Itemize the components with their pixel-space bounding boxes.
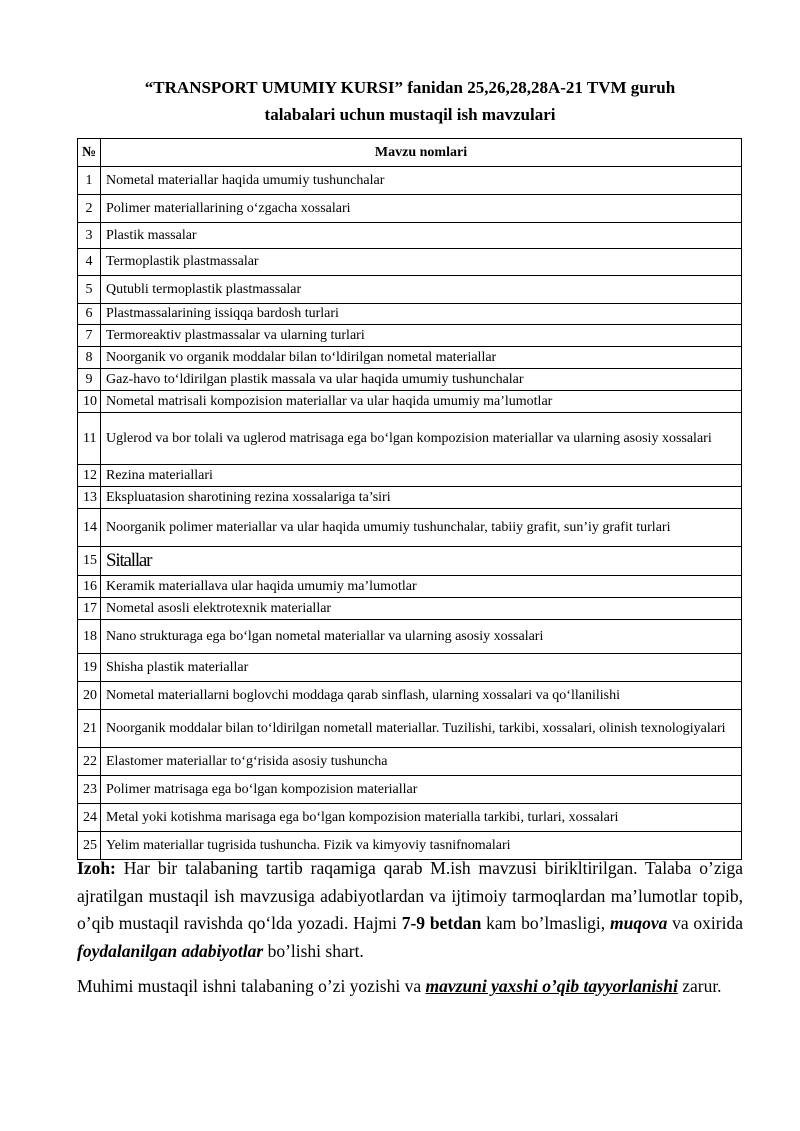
note-text-4: bo’lishi shart. <box>263 940 364 961</box>
document-title <box>60 74 760 128</box>
row-topic: Metal yoki kotishma marisaga ega bo‘lgan kompozision materialla tarkibi, turlari, xossalari <box>101 804 742 832</box>
table-row <box>78 576 742 598</box>
row-number: 13 <box>78 487 101 509</box>
row-topic: Nometal matrisali kompozision materiallar va ular haqida umumiy ma’lumotlar <box>101 391 742 413</box>
table-row <box>78 710 742 748</box>
row-number: 1 <box>78 167 101 195</box>
table-row <box>78 276 742 304</box>
row-topic: Nometal materiallarni boglovchi moddaga qarab sinflash, ularning xossalari va qo‘llanilishi <box>101 682 742 710</box>
row-topic: Rezina materiallari <box>101 465 742 487</box>
notes-section <box>77 855 743 1009</box>
important-text-2: zarur. <box>677 976 722 996</box>
row-topic: Plastik massalar <box>101 223 742 249</box>
note-pages: 7-9 betdan <box>401 913 482 933</box>
table-row <box>78 347 742 369</box>
row-number: 9 <box>78 369 101 391</box>
row-number: 11 <box>78 413 101 465</box>
note-label: Izoh: <box>77 858 116 878</box>
note-refs: foydalanilgan adabiyotlar <box>77 940 264 961</box>
table-row <box>78 465 742 487</box>
row-topic: Yelim materiallar tugrisida tushuncha. Fizik va kimyoviy tasnifnomalari <box>101 832 742 860</box>
row-number: 14 <box>78 509 101 547</box>
table-header-row <box>78 139 742 167</box>
table-row <box>78 325 742 347</box>
table-row <box>78 682 742 710</box>
note-paragraph <box>77 855 743 965</box>
row-topic: Nano strukturaga ega bo‘lgan nometal materiallar va ularning asosiy xossalari <box>101 620 742 654</box>
row-number: 15 <box>78 547 101 576</box>
table-row <box>78 223 742 249</box>
row-number: 16 <box>78 576 101 598</box>
table-row <box>78 304 742 325</box>
table-row <box>78 598 742 620</box>
table-row <box>78 391 742 413</box>
important-paragraph <box>77 973 743 1001</box>
important-text-1: Muhimi mustaqil ishni talabaning o’zi yozishi va <box>77 976 426 996</box>
important-emphasis: mavzuni yaxshi o’qib tayyorlanishi <box>425 976 678 996</box>
row-number: 12 <box>78 465 101 487</box>
row-topic: Polimer matrisaga ega bo‘lgan kompozision materiallar <box>101 776 742 804</box>
title-line-1: “TRANSPORT UMUMIY KURSI” fanidan 25,26,28,28A-21 TVM guruh <box>144 78 676 97</box>
note-cover: muqova <box>609 913 668 933</box>
row-topic: Noorganik moddalar bilan to‘ldirilgan nometall materiallar. Tuzilishi, tarkibi, xossalari, olinish texnologiyalari <box>101 710 742 748</box>
row-topic: Noorganik polimer materiallar va ular haqida umumiy tushunchalar, tabiiy grafit, sun’iy grafit turlari <box>101 509 742 547</box>
table-row <box>78 804 742 832</box>
row-topic: Termoplastik plastmassalar <box>101 249 742 276</box>
row-number: 4 <box>78 249 101 276</box>
row-topic: Uglerod va bor tolali va uglerod matrisaga ega bo‘lgan kompozision materiallar va ularning asosiy xossalari <box>101 413 742 465</box>
row-number: 25 <box>78 832 101 860</box>
row-number: 17 <box>78 598 101 620</box>
note-text-3: va oxirida <box>667 913 744 933</box>
row-number: 10 <box>78 391 101 413</box>
row-number: 20 <box>78 682 101 710</box>
row-topic: Shisha plastik materiallar <box>101 654 742 682</box>
table-row <box>78 547 742 576</box>
row-number: 5 <box>78 276 101 304</box>
table-row <box>78 748 742 776</box>
row-number: 22 <box>78 748 101 776</box>
table-row <box>78 167 742 195</box>
row-topic: Polimer materiallarining o‘zgacha xossalari <box>101 195 742 223</box>
row-number: 23 <box>78 776 101 804</box>
row-number: 24 <box>78 804 101 832</box>
note-text-2: kam bo’lmasligi, <box>481 913 610 933</box>
note-text-1: Har bir talabaning tartib raqamiga qarab M.ish mavzusi birikltirilgan. Talaba o’ziga ajratilgan mustaqil ish mavzusiga adabiyotlardan va ijtimoiy tarmoqlardan ma’lumotlar topib, o’qib mustaqil ravishda qo‘lda yozadi. Hajmi <box>77 858 743 933</box>
table-row <box>78 413 742 465</box>
table-row <box>78 249 742 276</box>
row-topic: Gaz-havo to‘ldirilgan plastik massala va ular haqida umumiy tushunchalar <box>101 369 742 391</box>
table-row <box>78 509 742 547</box>
row-topic: Sitallar <box>101 547 742 576</box>
table-row <box>78 654 742 682</box>
row-number: 7 <box>78 325 101 347</box>
title-line-2: talabalari uchun mustaqil ish mavzulari <box>264 105 556 124</box>
table-row <box>78 776 742 804</box>
row-number: 19 <box>78 654 101 682</box>
table-row <box>78 195 742 223</box>
row-topic: Keramik materiallava ular haqida umumiy ma’lumotlar <box>101 576 742 598</box>
row-number: 2 <box>78 195 101 223</box>
row-topic: Plastmassalarining issiqqa bardosh turlari <box>101 304 742 325</box>
table-row <box>78 487 742 509</box>
row-number: 18 <box>78 620 101 654</box>
table-row <box>78 620 742 654</box>
row-topic: Ekspluatasion sharotining rezina xossalariga ta’siri <box>101 487 742 509</box>
header-topic: Mavzu nomlari <box>101 139 742 167</box>
row-number: 6 <box>78 304 101 325</box>
row-number: 8 <box>78 347 101 369</box>
row-topic: Qutubli termoplastik plastmassalar <box>101 276 742 304</box>
row-topic: Elastomer materiallar to‘g‘risida asosiy tushuncha <box>101 748 742 776</box>
row-number: 21 <box>78 710 101 748</box>
topics-table <box>77 138 742 860</box>
row-number: 3 <box>78 223 101 249</box>
row-topic: Termoreaktiv plastmassalar va ularning turlari <box>101 325 742 347</box>
table-row <box>78 369 742 391</box>
row-topic: Nometal asosli elektrotexnik materiallar <box>101 598 742 620</box>
row-topic: Noorganik vo organik moddalar bilan to‘ldirilgan nometal materiallar <box>101 347 742 369</box>
row-topic: Nometal materiallar haqida umumiy tushunchalar <box>101 167 742 195</box>
header-number: № <box>78 139 101 167</box>
